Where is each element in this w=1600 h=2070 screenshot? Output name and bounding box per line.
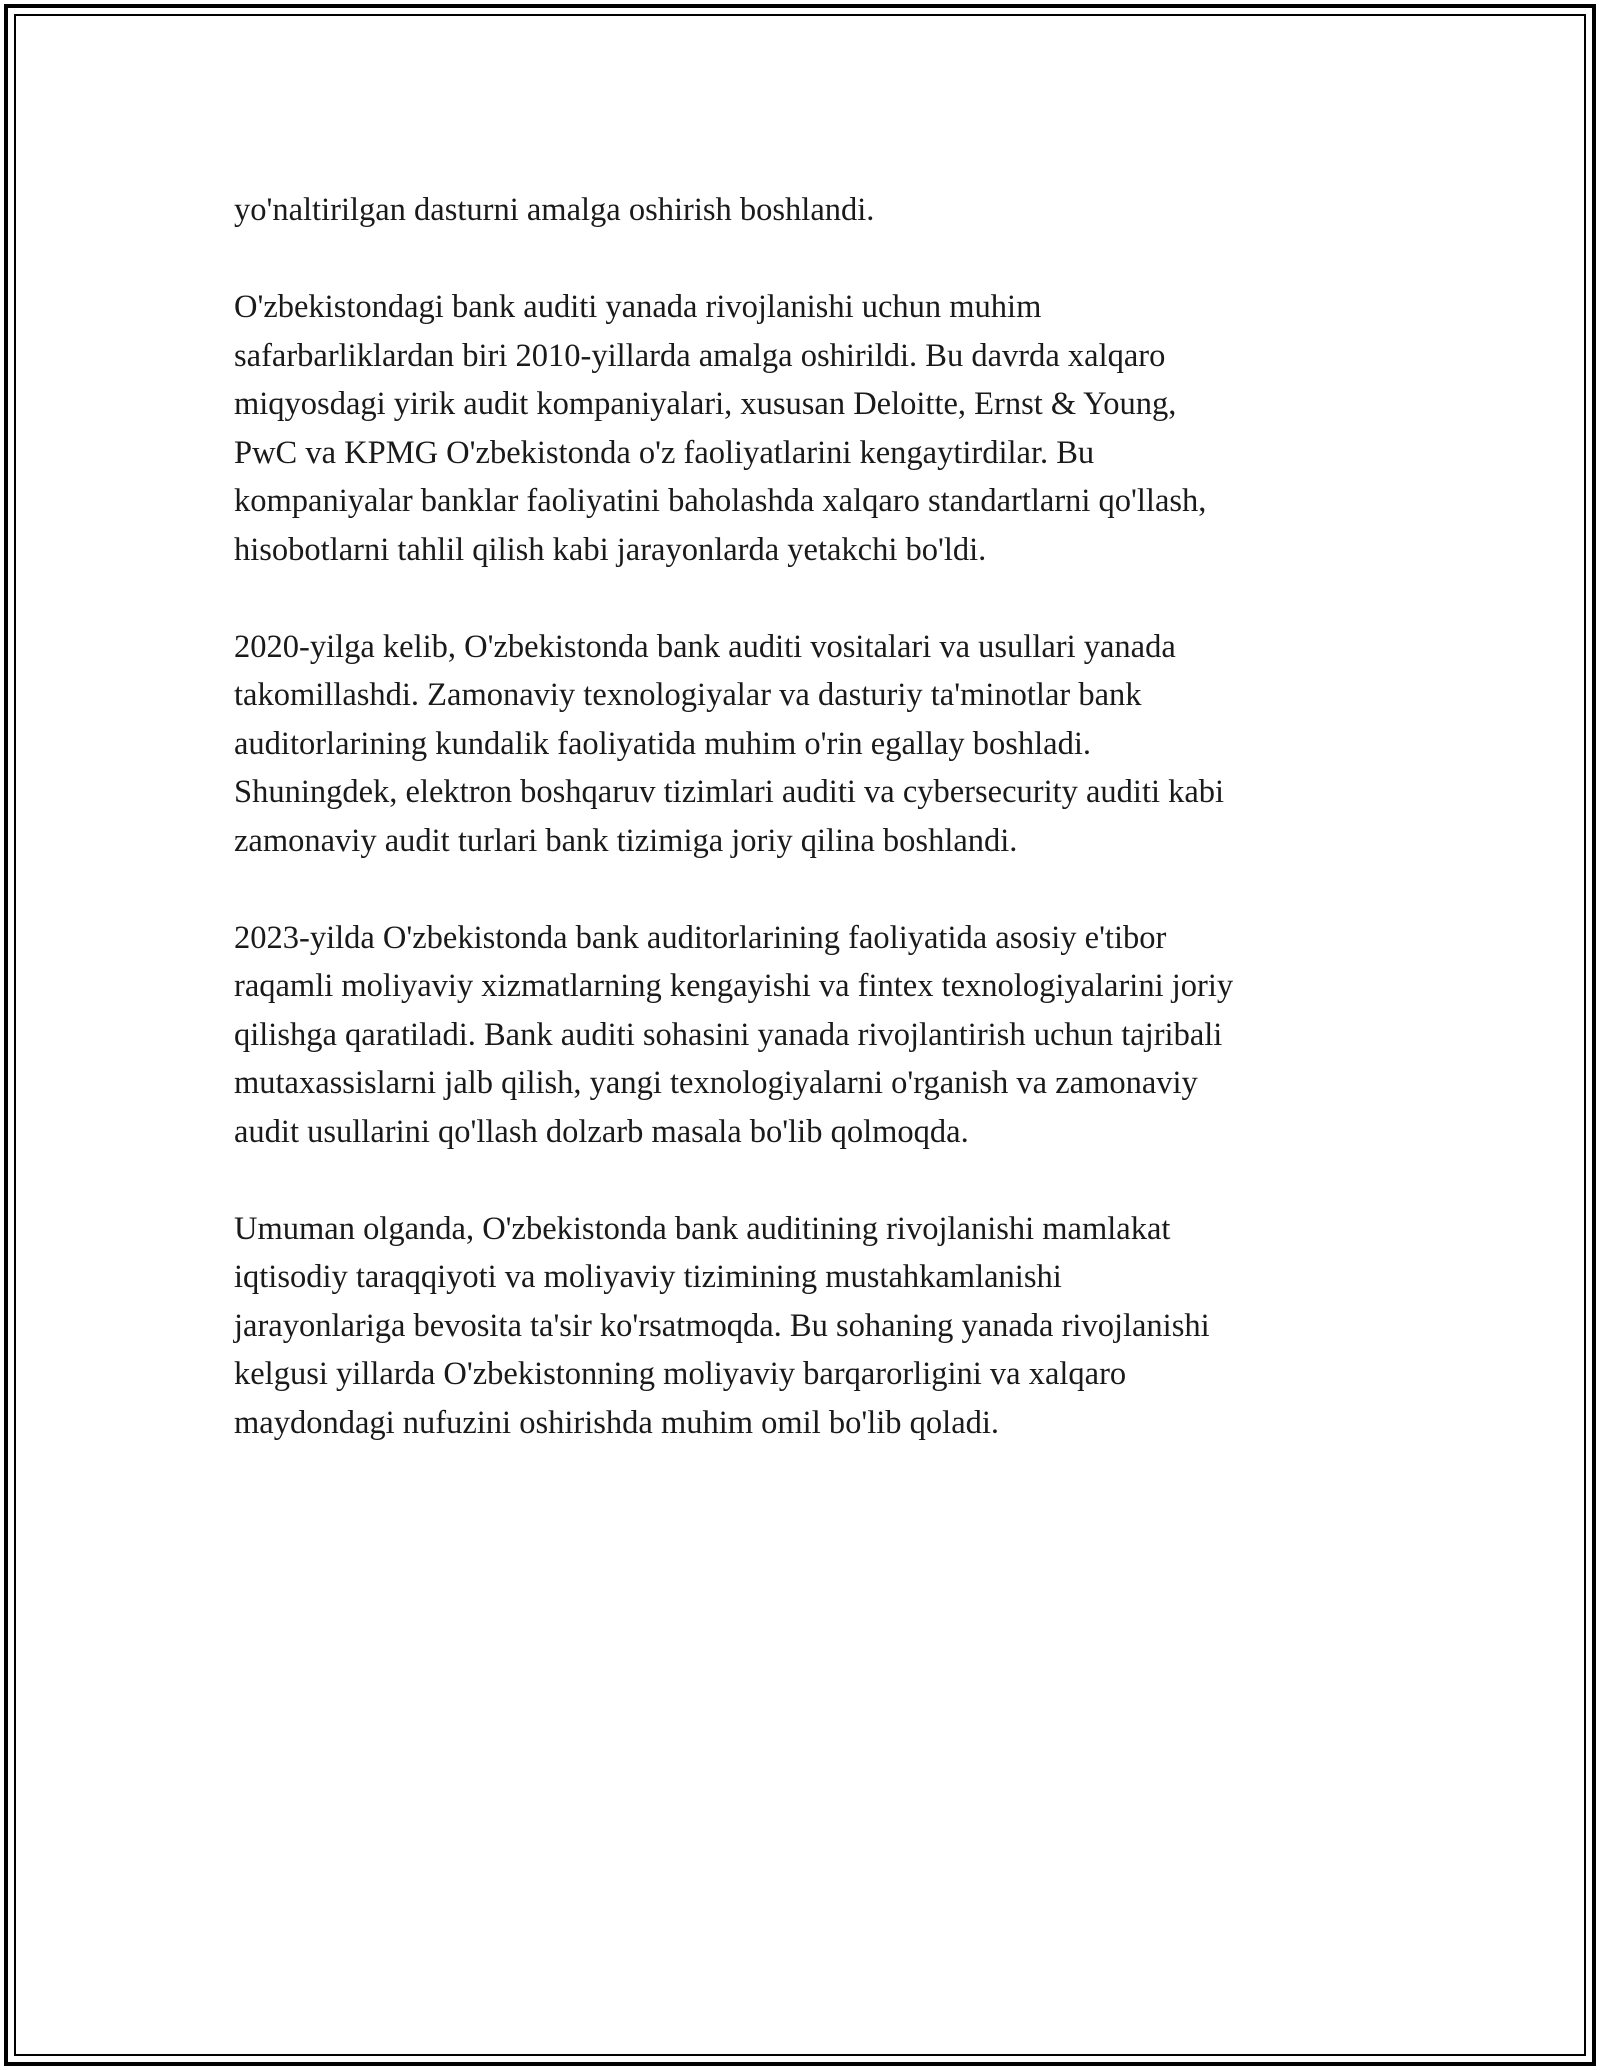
text-line: 2023-yilda O'zbekistonda bank auditorlarining faoliyatida asosiy e'tibor <box>234 919 1167 956</box>
text-line: mutaxassislarni jalb qilish, yangi texnologiyalarni o'rganish va zamonaviy <box>234 1065 1198 1101</box>
text-line: jarayonlariga bevosita ta'sir ko'rsatmoqda. Bu sohaning yanada rivojlanishi <box>234 1307 1210 1344</box>
text-line: raqamli moliyaviy xizmatlarning kengayishi va fintex texnologiyalarini joriy <box>234 968 1234 1004</box>
text-line: kompaniyalar banklar faoliyatini baholashda xalqaro standartlarni qo'llash, <box>234 483 1207 519</box>
paragraph-3 <box>234 623 1394 866</box>
text-line: qilishga qaratiladi. Bank auditi sohasini yanada rivojlantirish uchun tajribali <box>234 1016 1223 1053</box>
text-line: Umuman olganda, O'zbekistonda bank auditining rivojlanishi mamlakat <box>234 1210 1171 1247</box>
text-line: zamonaviy audit turlari bank tizimiga joriy qilina boshlandi. <box>234 822 1018 859</box>
document-body <box>234 186 1394 1496</box>
text-line: audit usullarini qo'llash dolzarb masala bo'lib qolmoqda. <box>234 1113 969 1150</box>
text-line: Shuningdek, elektron boshqaruv tizimlari auditi va cybersecurity auditi kabi <box>234 774 1225 810</box>
paragraph-5 <box>234 1205 1394 1448</box>
text-line: yo'naltirilgan dasturni amalga oshirish boshlandi. <box>234 192 875 228</box>
text-line: hisobotlarni tahlil qilish kabi jarayonlarda yetakchi bo'ldi. <box>234 531 987 568</box>
text-line: maydondagi nufuzini oshirishda muhim omil bo'lib qoladi. <box>234 1404 1000 1441</box>
text-line: auditorlarining kundalik faoliyatida muhim o'rin egallay boshladi. <box>234 725 1091 762</box>
text-line: PwC va KPMG O'zbekistonda o'z faoliyatlarini kengaytirdilar. Bu <box>234 434 1095 471</box>
text-line: iqtisodiy taraqqiyoti va moliyaviy tizimining mustahkamlanishi <box>234 1259 1062 1295</box>
text-line: kelgusi yillarda O'zbekistonning moliyaviy barqarorligini va xalqaro <box>234 1356 1127 1392</box>
text-line: O'zbekistondagi bank auditi yanada rivojlanishi uchun muhim <box>234 289 1042 325</box>
text-line: takomillashdi. Zamonaviy texnologiyalar va dasturiy ta'minotlar bank <box>234 677 1142 713</box>
paragraph-1 <box>234 186 1394 235</box>
text-line: safarbarliklardan biri 2010-yillarda amalga oshirildi. Bu davrda xalqaro <box>234 337 1166 374</box>
text-line: miqyosdagi yirik audit kompaniyalari, xususan Deloitte, Ernst & Young, <box>234 386 1177 422</box>
paragraph-2 <box>234 283 1394 574</box>
paragraph-4 <box>234 914 1394 1157</box>
text-line: 2020-yilga kelib, O'zbekistonda bank auditi vositalari va usullari yanada <box>234 628 1176 665</box>
